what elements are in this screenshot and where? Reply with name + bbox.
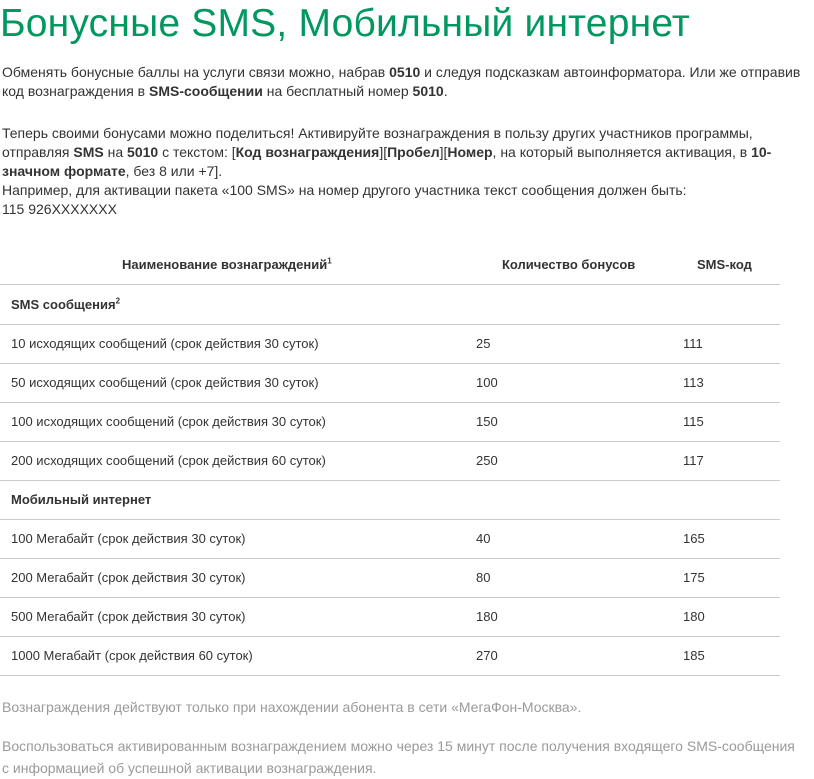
table-row [0,402,780,442]
reward-name: 50 исходящих сообщений (срок действия 30 суток) [11,375,319,390]
header-reward-name: Наименование вознаграждений$^1$ [122,256,332,272]
header-sms-code: SMS-код [697,257,752,272]
sms-code: 115 [683,414,704,429]
table-header [0,244,780,285]
bonus-count: 180 [476,609,498,624]
bonus-count: 80 [476,570,491,585]
footnote-1: Вознаграждения действуют только при нахождении абонента в сети «МегаФон-Москва». [2,699,582,715]
reward-name: 500 Мегабайт (срок действия 30 суток) [11,609,246,624]
sms-code: 165 [683,531,705,546]
sms-code: 180 [683,609,705,624]
intro-paragraph-1: Обменять бонусные баллы на услуги связи можно, набрав 0510 и следуя подсказкам автоинформатора. Или же отправив код вознаграждения в SMS-сообщении на бесплатный номер 5010. [2,64,801,99]
reward-name: 1000 Мегабайт (срок действия 60 суток) [11,648,253,663]
reward-name: 100 Мегабайт (срок действия 30 суток) [11,531,246,546]
section-title: SMS сообщения$^2$ [11,296,121,312]
header-bonus-count: Количество бонусов [502,257,636,272]
table-row [0,558,780,598]
sms-code: 113 [683,375,704,390]
table-row [0,597,780,637]
reward-name: 100 исходящих сообщений (срок действия 30 суток) [11,414,326,429]
footnote-marker: 2 [115,296,121,306]
footnote-2: Воспользоваться активированным вознаграждением можно через 15 минут после получения входящего SMS-сообщения с информацией об успешной активации вознаграждения. [2,738,795,776]
table-row [0,519,780,559]
reward-name: 10 исходящих сообщений (срок действия 30 суток) [11,336,319,351]
table-row [0,363,780,403]
page-title: Бонусные SMS, Мобильный интернет [0,2,690,45]
intro-paragraph-2: Теперь своими бонусами можно поделиться! Активируйте вознаграждения в пользу других участников программы, отправляя SMS на 5010 с текстом: [Код вознаграждения][Пробел][Номер, на который выполняется активация, в 10-значном формате, без 8 или +7]. Например, для активации пакета «100 SMS» на номер другого участника текст сообщения должен быть: 115 926XXXXXXX [2,125,772,217]
bonus-count: 100 [476,375,498,390]
table-row [0,441,780,481]
sms-code: 117 [683,453,704,468]
bonus-count: 40 [476,531,491,546]
bonus-count: 270 [476,648,498,663]
table-row [0,636,780,676]
table-section-row [0,480,780,520]
table-row [0,324,780,364]
sms-code: 175 [683,570,705,585]
reward-name: 200 Мегабайт (срок действия 30 суток) [11,570,246,585]
sms-code: 111 [683,336,703,351]
sms-code: 185 [683,648,705,663]
section-title: Мобильный интернет [11,492,152,507]
bonus-count: 150 [476,414,498,429]
table-section-row [0,285,780,325]
reward-name: 200 исходящих сообщений (срок действия 60 суток) [11,453,326,468]
bonus-count: 25 [476,336,491,351]
bonus-count: 250 [476,453,498,468]
header-footnote-1: 1 [327,256,332,266]
